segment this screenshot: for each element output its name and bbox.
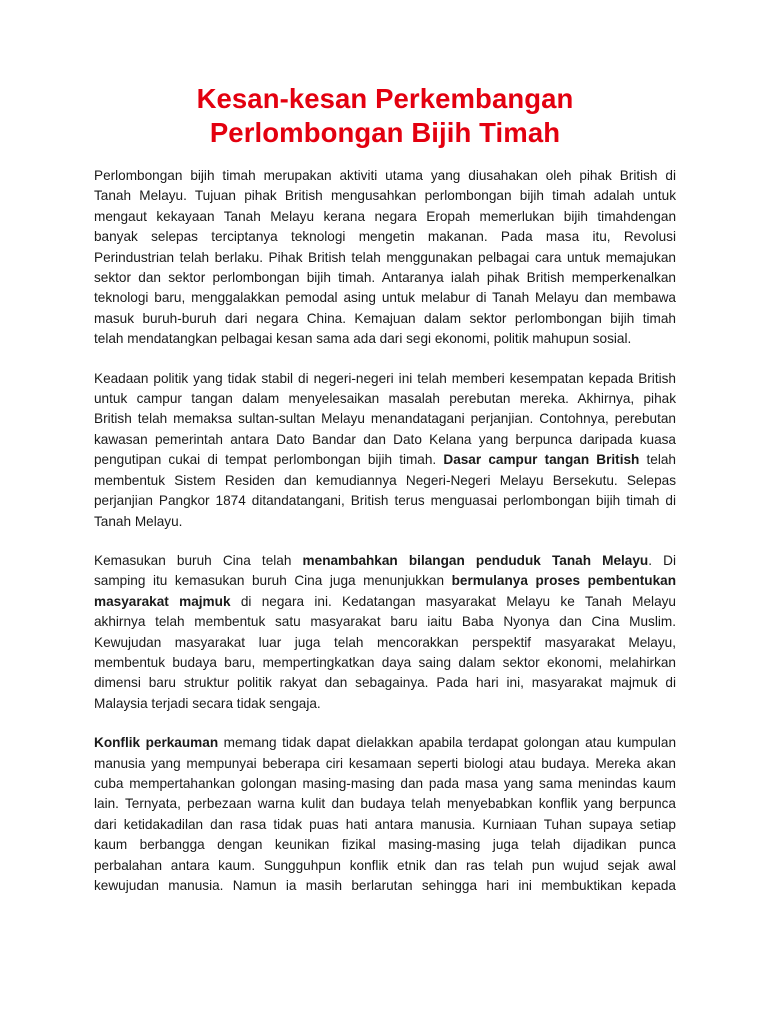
bold-phrase: Dasar campur tangan British <box>443 452 640 468</box>
document-title <box>94 82 676 150</box>
paragraph-1 <box>94 166 676 350</box>
text-line <box>94 571 676 591</box>
text-segment: perjanjian Pangkor 1874 ditandatangani, British terus menguasai perlombongan bijih timah di <box>94 493 676 509</box>
text-line <box>94 815 676 835</box>
text-line <box>94 166 676 186</box>
text-line <box>94 409 676 429</box>
text-line <box>94 389 676 409</box>
text-line <box>94 592 676 612</box>
text-line <box>94 694 676 714</box>
text-segment: Tanah Melayu. Tujuan pihak British mengusahkan perlombongan bijih timah adalah untuk <box>94 188 676 204</box>
text-segment: Kemasukan buruh Cina telah <box>94 552 303 568</box>
paragraph-3 <box>94 551 676 714</box>
text-line <box>94 653 676 673</box>
text-line <box>94 248 676 268</box>
text-line <box>94 612 676 632</box>
text-line <box>94 794 676 814</box>
document-body <box>94 166 676 896</box>
text-segment: cuba mempertahankan golongan masing-masing dan pada masa yang sama menindas kaum <box>94 775 676 791</box>
text-line <box>94 450 676 470</box>
text-line <box>94 186 676 206</box>
text-segment: Malaysia terjadi secara tidak sengaja. <box>94 695 321 711</box>
text-segment: memang tidak dapat dielakkan apabila terdapat golongan atau kumpulan <box>218 735 676 751</box>
text-segment: samping itu kemasukan buruh Cina juga menunjukkan <box>94 573 452 589</box>
text-segment: kaum berbangga dengan keunikan fizikal masing-masing juga telah dijadikan punca <box>94 837 676 853</box>
text-segment: Keadaan politik yang tidak stabil di negeri-negeri ini telah memberi kesempatan kepada British <box>94 370 676 386</box>
text-segment: mengaut kekayaan Tanah Melayu kerana negara Eropah memerlukan bijih timahdengan <box>94 208 676 224</box>
text-line <box>94 733 676 753</box>
bold-phrase: Konflik perkauman <box>94 735 219 751</box>
text-segment: lain. Ternyata, perbezaan warna kulit dan budaya telah menyebabkan konflik yang berpunca <box>94 796 676 812</box>
text-line <box>94 856 676 876</box>
text-segment: banyak selepas terciptanya teknologi mengetin makanan. Pada masa itu, Revolusi <box>94 229 676 245</box>
text-segment: British telah memaksa sultan-sultan Melayu menandatagani perjanjian. Contohnya, perebutan <box>94 411 676 427</box>
text-segment: perbalahan antara kaum. Sungguhpun konflik etnik dan ras telah pun wujud sejak awal <box>94 857 676 873</box>
document-page <box>94 82 676 915</box>
text-segment: di negara ini. Kedatangan masyarakat Melayu ke Tanah Melayu <box>230 593 676 609</box>
text-line <box>94 309 676 329</box>
text-segment: untuk campur tangan dalam menyelesaikan masalah perebutan mereka. Akhirnya, pihak <box>94 391 676 407</box>
text-line <box>94 551 676 571</box>
bold-phrase: masyarakat majmuk <box>94 593 231 609</box>
text-segment: Kewujudan masyarakat luar juga telah mencorakkan perspektif masyarakat Melayu, <box>94 634 676 650</box>
text-segment: dari ketidakadilan dan rasa tidak puas hati antara manusia. Kurniaan Tuhan supaya setiap <box>94 816 676 832</box>
text-line <box>94 774 676 794</box>
text-segment: membentuk budaya baru, mempertingkatkan daya saing dalam sektor ekonomi, melahirkan <box>94 654 676 670</box>
text-line <box>94 633 676 653</box>
text-line <box>94 835 676 855</box>
text-line <box>94 329 676 349</box>
text-line <box>94 268 676 288</box>
text-segment: Perindustrian telah berlaku. Pihak British telah menggunakan pelbagai cara untuk memajukan <box>94 249 676 265</box>
text-segment: teknologi baru, menggalakkan pemodal asing untuk melabur di Tanah Melayu dan membawa <box>94 290 676 306</box>
bold-phrase: bermulanya proses pembentukan <box>451 573 677 589</box>
text-line <box>94 673 676 693</box>
text-segment: telah <box>639 452 676 468</box>
text-segment: pengutipan cukai di tempat perlombongan bijih timah. <box>94 452 444 468</box>
text-line <box>94 288 676 308</box>
text-segment: Perlombongan bijih timah merupakan aktiviti utama yang diusahakan oleh pihak British di <box>94 168 676 183</box>
text-line <box>94 876 676 896</box>
text-segment: telah mendatangkan pelbagai kesan sama ada dari segi ekonomi, politik mahupun sosial. <box>94 331 632 347</box>
text-line <box>94 430 676 450</box>
text-line <box>94 471 676 491</box>
text-segment: manusia yang mempunyai beberapa ciri kesamaan seperti biologi atau budaya. Mereka akan <box>94 755 676 771</box>
text-segment: kawasan pemerintah antara Dato Bandar dan Dato Kelana yang berpunca daripada kuasa <box>94 431 676 447</box>
text-line <box>94 512 676 532</box>
text-segment: kewujudan manusia. Namun ia masih berlarutan sehingga hari ini membuktikan kepada <box>94 878 676 893</box>
title-line-2: Perlombongan Bijih Timah <box>209 117 561 148</box>
text-segment: . Di <box>648 552 676 568</box>
text-segment: akhirnya telah membentuk satu masyarakat baru iaitu Baba Nyonya dan Cina Muslim. <box>94 614 676 630</box>
text-segment: masuk buruh-buruh dari negara China. Kemajuan dalam sektor perlombongan bijih timah <box>94 310 676 326</box>
text-segment: dimensi baru struktur politik rakyat dan sebagainya. Pada hari ini, masyarakat majmuk di <box>94 675 676 691</box>
paragraph-4 <box>94 733 676 896</box>
text-line <box>94 754 676 774</box>
text-line <box>94 227 676 247</box>
text-line <box>94 491 676 511</box>
paragraph-2 <box>94 369 676 532</box>
title-line-1: Kesan-kesan Perkembangan <box>196 83 574 114</box>
text-line <box>94 207 676 227</box>
bold-phrase: menambahkan bilangan penduduk Tanah Melayu <box>302 552 649 568</box>
text-segment: Tanah Melayu. <box>94 513 183 529</box>
text-segment: membentuk Sistem Residen dan kemudiannya Negeri-Negeri Melayu Bersekutu. Selepas <box>94 472 676 488</box>
text-line <box>94 369 676 389</box>
text-segment: sektor dan sektor perlombongan bijih timah. Antaranya ialah pihak British memperkenalkan <box>94 270 676 286</box>
